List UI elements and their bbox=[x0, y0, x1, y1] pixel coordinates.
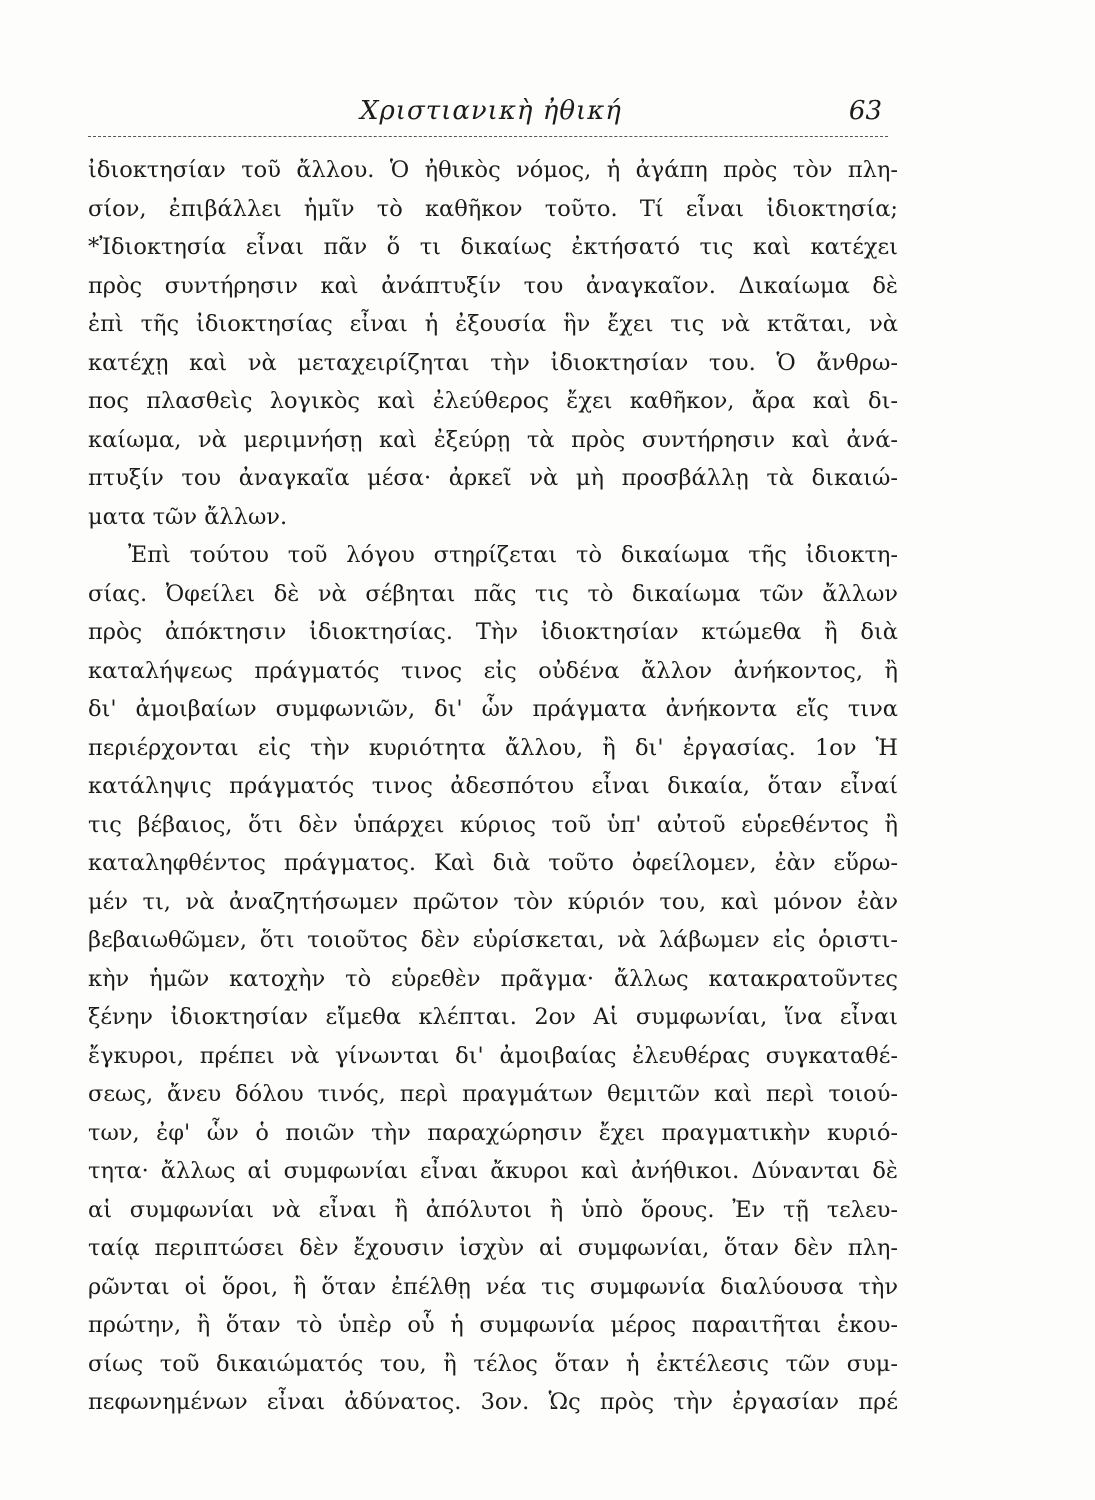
text-line: τις βέβαιος, ὅτι δὲν ὑπάρχει κύριος τοῦ ὑπ' αὐτοῦ εὑρεθέντος ἢ bbox=[88, 811, 898, 838]
text-line: κατάληψις πράγματός τινος ἀδεσπότου εἶναι δικαία, ὅταν εἶναί bbox=[88, 773, 898, 799]
text-line: πρὸς συντήρησιν καὶ ἀνάπτυξίν του ἀναγκαῖον. Δικαίωμα δὲ bbox=[88, 272, 898, 299]
text-line: μέν τι, νὰ ἀναζητήσωμεν πρῶτον τὸν κύριόν του, καὶ μόνον ἐὰν bbox=[88, 888, 898, 915]
text-line: ἰδιοκτησίαν τοῦ ἄλλου. Ὁ ἠθικὸς νόμος, ἡ ἀγάπη πρὸς τὸν πλη- bbox=[88, 157, 898, 183]
text-line: Ἐπὶ τούτου τοῦ λόγου στηρίζεται τὸ δικαίωμα τῆς ἰδιοκτη- bbox=[128, 542, 898, 568]
text-line: καταλήψεως πράγματός τινος εἰς οὐδένα ἄλλον ἀνήκοντος, ἢ bbox=[88, 657, 898, 684]
text-line: δι' ἀμοιβαίων συμφωνιῶν, δι' ὧν πράγματα ἀνήκοντα εἴς τινα bbox=[88, 696, 898, 722]
text-line: καταληφθέντος πράγματος. Καὶ διὰ τοῦτο ὀφείλομεν, ἐὰν εὕρω- bbox=[88, 850, 898, 876]
text-line: *Ἰδιοκτησία εἶναι πᾶν ὅ τι δικαίως ἐκτήσατό τις καὶ κατέχει bbox=[88, 234, 898, 260]
text-line: πρώτην, ἢ ὅταν τὸ ὑπὲρ οὗ ἡ συμφωνία μέρος παραιτῆται ἑκου- bbox=[88, 1312, 898, 1338]
running-title: Χριστιανικὴ ἠθική bbox=[360, 96, 622, 126]
text-line: σίως τοῦ δικαιώματός του, ἢ τέλος ὅταν ἡ ἐκτέλεσις τῶν συμ- bbox=[88, 1350, 898, 1377]
text-line: πτυξίν του ἀναγκαῖα μέσα· ἀρκεῖ νὰ μὴ προσβάλλῃ τὰ δικαιώ- bbox=[88, 465, 898, 491]
text-line: τητα· ἄλλως αἱ συμφωνίαι εἶναι ἄκυροι καὶ ἀνήθικοι. Δύνανται δὲ bbox=[88, 1158, 898, 1184]
body-text bbox=[88, 151, 898, 1422]
text-line: ξένην ἰδιοκτησίαν εἴμεθα κλέπται. 2ον Αἱ συμφωνίαι, ἵνα εἶναι bbox=[88, 1004, 898, 1030]
text-line: ταίᾳ περιπτώσει δὲν ἔχουσιν ἰσχὺν αἱ συμφωνίαι, ὅταν δὲν πλη- bbox=[88, 1235, 898, 1261]
text-line: ρῶνται οἱ ὅροι, ἢ ὅταν ἐπέλθῃ νέα τις συμφωνία διαλύουσα τὴν bbox=[88, 1273, 898, 1300]
text-line: βεβαιωθῶμεν, ὅτι τοιοῦτος δὲν εὑρίσκεται, νὰ λάβωμεν εἰς ὁριστι- bbox=[88, 927, 898, 953]
text-line: καίωμα, νὰ μεριμνήσῃ καὶ ἐξεύρῃ τὰ πρὸς συντήρησιν καὶ ἀνά- bbox=[88, 426, 898, 453]
text-line: ματα τῶν ἄλλων. bbox=[88, 503, 288, 530]
text-line: σεως, ἄνευ δόλου τινός, περὶ πραγμάτων θεμιτῶν καὶ περὶ τοιού- bbox=[88, 1081, 898, 1107]
text-line: πος πλασθεὶς λογικὸς καὶ ἐλεύθερος ἔχει καθῆκον, ἄρα καὶ δι- bbox=[88, 388, 898, 414]
text-line: αἱ συμφωνίαι νὰ εἶναι ἢ ἀπόλυτοι ἢ ὑπὸ ὅρους. Ἐν τῇ τελευ- bbox=[88, 1196, 898, 1223]
text-line: σίας. Ὀφείλει δὲ νὰ σέβηται πᾶς τις τὸ δικαίωμα τῶν ἄλλων bbox=[88, 580, 898, 607]
text-line: κατέχῃ καὶ νὰ μεταχειρίζηται τὴν ἰδιοκτησίαν του. Ὁ ἄνθρω- bbox=[88, 349, 898, 376]
text-line: πεφωνημένων εἶναι ἀδύνατος. 3ον. Ὡς πρὸς τὴν ἐργασίαν πρέ bbox=[88, 1389, 898, 1415]
running-head bbox=[88, 92, 888, 138]
text-line: κὴν ἡμῶν κατοχὴν τὸ εὑρεθὲν πρᾶγμα· ἄλλως κατακρατοῦντες bbox=[88, 965, 898, 992]
text-line: ἔγκυροι, πρέπει νὰ γίνωνται δι' ἀμοιβαίας ἐλευθέρας συγκαταθέ- bbox=[88, 1042, 898, 1069]
text-line: των, ἐφ' ὧν ὁ ποιῶν τὴν παραχώρησιν ἔχει πραγματικὴν κυριό- bbox=[88, 1119, 898, 1146]
text-line: ἐπὶ τῆς ἰδιοκτησίας εἶναι ἡ ἐξουσία ἣν ἔχει τις νὰ κτᾶται, νὰ bbox=[88, 311, 898, 337]
page-number: 63 bbox=[848, 96, 882, 126]
header-rule bbox=[88, 136, 888, 137]
text-line: σίον, ἐπιβάλλει ἡμῖν τὸ καθῆκον τοῦτο. Τί εἶναι ἰδιοκτησία; bbox=[88, 195, 898, 222]
text-line: πρὸς ἀπόκτησιν ἰδιοκτησίας. Τὴν ἰδιοκτησίαν κτώμεθα ἢ διὰ bbox=[88, 619, 898, 645]
text-line: περιέρχονται εἰς τὴν κυριότητα ἄλλου, ἢ δι' ἐργασίας. 1ον Ἡ bbox=[88, 734, 898, 761]
